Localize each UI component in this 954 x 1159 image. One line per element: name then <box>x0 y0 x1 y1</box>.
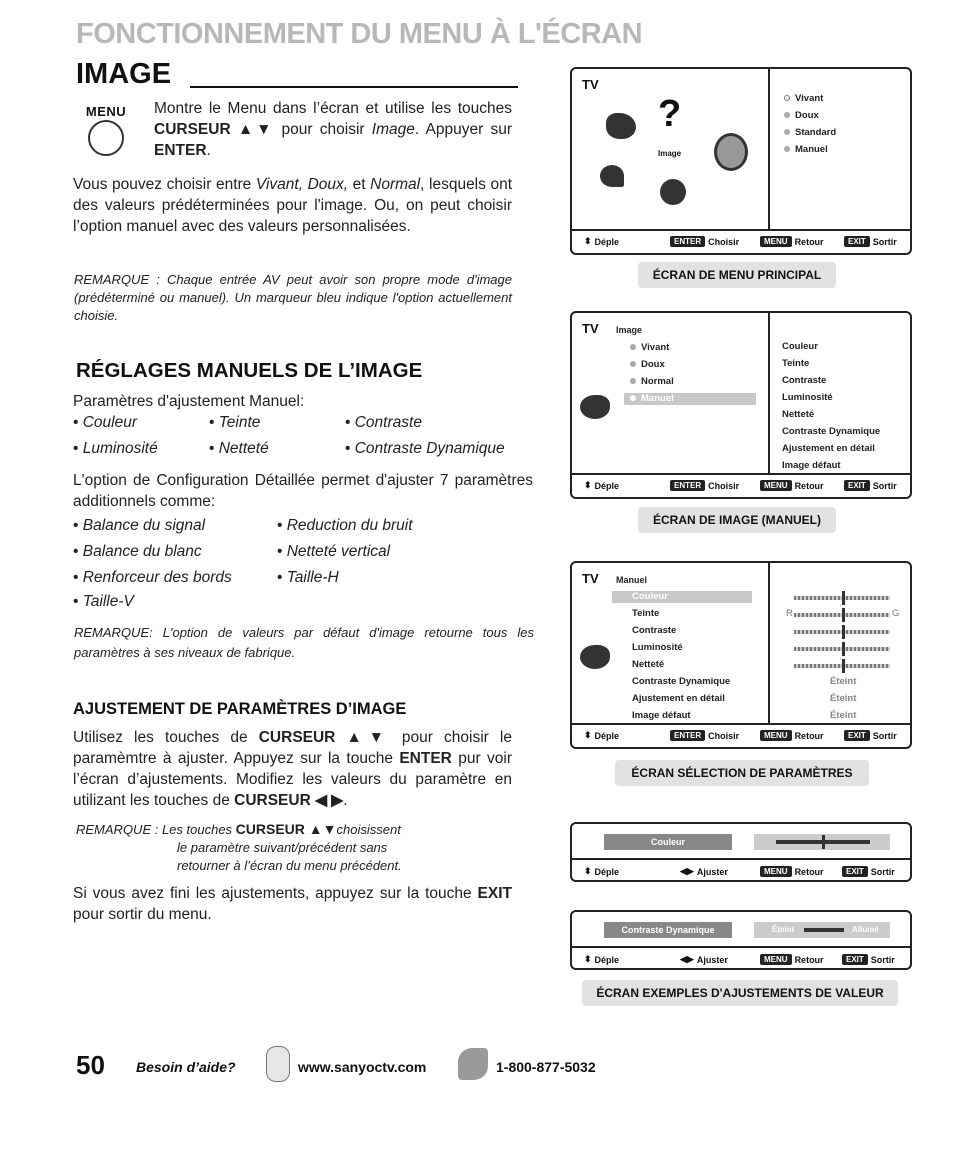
caption-image-manual: ÉCRAN DE IMAGE (MANUEL) <box>638 507 836 533</box>
main-menu-screen <box>570 67 912 255</box>
note-cursor: REMARQUE : Les touches CURSEUR ▲▼choisissent le paramètre suivant/précédent sans retourner à l’écran du menu précédent. <box>76 821 402 873</box>
website-link[interactable]: www.sanyoctv.com <box>298 1059 427 1075</box>
extra-param: • Netteté vertical <box>277 543 390 561</box>
mouse-icon <box>266 1046 290 1082</box>
nav-menu: MENU Retour <box>760 480 824 491</box>
nav-menu: MENU Retour <box>760 866 824 877</box>
image-palette-icon <box>714 133 748 171</box>
item-image-defaut[interactable]: Image défaut <box>632 710 691 721</box>
nav-exit: EXIT Sortir <box>844 730 897 741</box>
param-selection-screen <box>570 561 912 749</box>
page-header: FONCTIONNEMENT DU MENU À L'ÉCRAN <box>76 18 643 50</box>
nav-move: ⬍ Déple <box>584 480 620 491</box>
param-item[interactable]: Teinte <box>782 358 810 369</box>
nav-menu: MENU Retour <box>760 730 824 741</box>
toggle-off-label: Éteint <box>772 925 795 934</box>
exit-text: Si vous avez fini les ajustements, appuyez sur la touche EXIT pour sortir du menu. <box>73 885 512 923</box>
param-item[interactable]: Ajustement en détail <box>782 443 875 454</box>
tv-label: TV <box>582 77 599 92</box>
nav-exit: EXIT Sortir <box>844 480 897 491</box>
screen-title: Image <box>616 325 643 335</box>
param-contraste: • Contraste <box>345 414 422 432</box>
param-item[interactable]: Luminosité <box>782 392 833 403</box>
help-text: Besoin d’aide? <box>136 1059 236 1075</box>
item-teinte[interactable]: Teinte <box>632 608 660 619</box>
param-contraste-dynamique: • Contraste Dynamique <box>345 440 505 458</box>
caption-param-selection: ÉCRAN SÉLECTION DE PARAMÈTRES <box>615 760 869 786</box>
item-contraste-dynamique[interactable]: Contraste Dynamique <box>632 676 731 687</box>
item-nettete[interactable]: Netteté <box>632 659 665 670</box>
intro-text: Montre le Menu dans l’écran et utilise les touches CURSEUR ▲▼ pour choisir Image. Appuyer sur ENTER. <box>154 100 513 159</box>
nav-adjust: ◀▶ Ajuster <box>680 866 728 877</box>
page-number: 50 <box>76 1050 105 1080</box>
palette-icon <box>580 645 610 669</box>
extra-param: • Balance du signal <box>73 517 205 535</box>
option-standard[interactable]: Standard <box>784 127 836 138</box>
config-text: L'option de Configuration Détaillée permet d'ajuster 7 paramètres additionnels comme: <box>73 472 533 510</box>
phone-number: 1-800-877-5032 <box>496 1059 596 1075</box>
value-off: Éteint <box>830 676 857 687</box>
nav-move: ⬍ Déple <box>584 730 620 741</box>
params-label: Paramètres d'ajustement Manuel: <box>73 393 305 410</box>
nav-menu: MENU Retour <box>760 954 824 965</box>
menu-button-icon <box>82 104 130 156</box>
nav-move: ⬍ Déple <box>584 866 620 877</box>
mode-vivant[interactable]: Vivant <box>630 342 669 353</box>
adjust-text: Utilisez les touches de CURSEUR ▲▼ pour choisir le paramèmtre à ajuster. Appuyez sur la touche ENTER pur voir l’écran d’ajustements. Modifiez les valeurs du paramètre en utilizant les touches de CURSEUR ◀ ▶. <box>73 729 512 809</box>
param-teinte: • Teinte <box>209 414 260 432</box>
satellite-icon <box>600 165 624 187</box>
nav-move: ⬍ Déple <box>584 236 620 247</box>
question-icon: ? <box>658 93 682 135</box>
mode-normal[interactable]: Normal <box>630 376 674 387</box>
param-couleur: • Couleur <box>73 414 137 432</box>
nav-adjust: ◀▶ Ajuster <box>680 954 728 965</box>
screen-title: Manuel <box>616 575 648 585</box>
caption-examples: ÉCRAN EXEMPLES D'AJUSTEMENTS DE VALEUR <box>582 980 898 1006</box>
param-luminosite: • Luminosité <box>73 440 158 458</box>
phone-icon <box>458 1048 488 1080</box>
option-doux[interactable]: Doux <box>784 110 819 121</box>
nav-enter: ENTER Choisir <box>670 480 739 491</box>
item-luminosite[interactable]: Luminosité <box>632 642 683 653</box>
nav-menu: MENU Retour <box>760 236 824 247</box>
slider-r-label: R <box>786 608 793 619</box>
option-manuel[interactable]: Manuel <box>784 144 828 155</box>
mode-manuel[interactable]: Manuel <box>630 393 674 404</box>
option-vivant[interactable]: Vivant <box>784 93 823 104</box>
nav-enter: ENTER Choisir <box>670 730 739 741</box>
value-off: Éteint <box>830 710 857 721</box>
manual-heading: RÉGLAGES MANUELS DE L’IMAGE <box>76 359 423 382</box>
tv-label: TV <box>582 321 599 336</box>
nav-exit: EXIT Sortir <box>844 236 897 247</box>
nav-exit: EXIT Sortir <box>842 954 895 965</box>
param-item[interactable]: Image défaut <box>782 460 841 471</box>
item-couleur[interactable]: Couleur <box>632 591 668 602</box>
extra-param: • Balance du blanc <box>73 543 202 561</box>
palette-icon <box>580 395 610 419</box>
couleur-adjust-screen <box>570 822 912 882</box>
extra-param: • Taille-H <box>277 569 339 587</box>
param-item[interactable]: Netteté <box>782 409 815 420</box>
adjust-label-bar: Contraste Dynamique <box>604 922 732 938</box>
disc-icon <box>660 179 686 205</box>
menu-icon-label: MENU <box>85 104 127 119</box>
nav-enter: ENTER Choisir <box>670 236 739 247</box>
extra-param: • Taille-V <box>73 593 134 611</box>
tv-label: TV <box>582 571 599 586</box>
param-item[interactable]: Couleur <box>782 341 818 352</box>
note-defaults: REMARQUE: L'option de valeurs par défaut d'image retourne tous les paramètres à ses niveaux de fabrique. <box>74 625 534 660</box>
param-item[interactable]: Contraste Dynamique <box>782 426 881 437</box>
item-ajustement[interactable]: Ajustement en détail <box>632 693 725 704</box>
param-nettete: • Netteté <box>209 440 269 458</box>
caption-main-menu: ÉCRAN DE MENU PRINCIPAL <box>638 262 836 288</box>
extra-param: • Renforceur des bords <box>73 569 232 587</box>
note-av-input: REMARQUE : Chaque entrée AV peut avoir son propre mode d'image (prédéterminé ou manuel). Un marqueur bleu indique l'option actuellement choisie. <box>74 272 512 323</box>
mode-doux[interactable]: Doux <box>630 359 665 370</box>
param-item[interactable]: Contraste <box>782 375 827 386</box>
toggle-on-label: Allumé <box>852 925 879 934</box>
item-contraste[interactable]: Contraste <box>632 625 677 636</box>
value-off: Éteint <box>830 693 857 704</box>
tools-icon <box>606 113 636 139</box>
adjust-heading: AJUSTEMENT DE PARAMÈTRES D’IMAGE <box>73 700 407 718</box>
nav-exit: EXIT Sortir <box>842 866 895 877</box>
image-manual-screen <box>570 311 912 499</box>
slider-g-label: G <box>892 608 900 619</box>
adjust-label-bar: Couleur <box>604 834 732 850</box>
nav-move: ⬍ Déple <box>584 954 620 965</box>
section-underline <box>190 86 518 88</box>
contraste-dynamique-screen <box>570 910 912 970</box>
section-title: IMAGE <box>76 58 172 90</box>
mode-paragraph: Vous pouvez choisir entre Vivant, Doux, et Normal, lesquels ont des valeurs prédéterminées pour l'image. Ou, on peut choisir l’option manuel avec des valeurs personnalisées. <box>73 176 513 235</box>
image-icon-label: Image <box>658 149 682 158</box>
extra-param: • Reduction du bruit <box>277 517 413 535</box>
